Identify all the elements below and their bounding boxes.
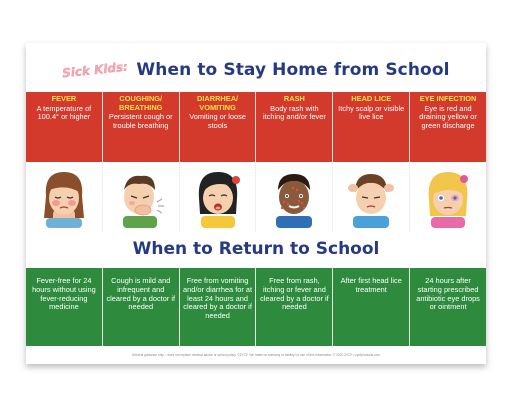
symptom-description: Vomiting or loose stools [189, 112, 246, 130]
illustration-row [26, 162, 486, 232]
symptom-fever [26, 92, 103, 162]
return-eye-infection [410, 268, 486, 346]
symptom-heading: HEAD LICE [351, 94, 392, 103]
symptom-coughing [103, 92, 180, 162]
symptom-heading: RASH [283, 94, 305, 103]
symptom-head-lice [333, 92, 410, 162]
return-description: Free from rash, itching or fever and cleared by a doctor if needed [260, 276, 329, 312]
footer-disclaimer: General guidance only – does not replace medical advice or school policy. ©ZYCF. We make no warranty or liability for use of this information. © 2020 ZYCF • zycfproducts.com [131, 353, 381, 357]
return-coughing [103, 268, 180, 346]
poster [26, 43, 486, 364]
return-description: 24 hours after starting prescribed antibiotic eye drops or ointment [416, 276, 480, 312]
child-coughing-icon [103, 162, 180, 232]
title-main: When to Stay Home from School [136, 60, 450, 80]
child-fever-icon [26, 162, 103, 232]
child-vomiting-icon [180, 162, 257, 232]
return-row [26, 268, 486, 346]
symptom-heading: EYE INFECTION [419, 94, 477, 103]
return-description: Fever-free for 24 hours without using fever-reducing medicine [32, 276, 96, 312]
return-title: When to Return to School [132, 239, 380, 259]
symptom-description: A temperature of 100.4° or higher [36, 103, 92, 122]
return-description: After first head lice treatment [340, 276, 402, 294]
child-eye-infection-icon [410, 162, 486, 232]
symptom-eye-infection [410, 92, 486, 162]
symptom-heading: COUGHING/ BREATHING [119, 94, 163, 112]
symptom-description: Persistent cough or trouble breathing [108, 112, 173, 130]
return-description: Cough is mild and infrequent and cleared by a doctor if needed [106, 276, 176, 312]
stay-home-row [26, 92, 486, 162]
symptom-heading: FEVER [51, 94, 77, 103]
return-diarrhea [180, 268, 257, 346]
poster-title [26, 55, 486, 85]
symptom-description: Eye is red and draining yellow or green discharge [419, 103, 477, 130]
child-head-lice-icon [333, 162, 410, 232]
symptom-heading: DIARRHEA/ VOMITING [197, 94, 239, 112]
child-rash-icon [256, 162, 333, 232]
return-fever [26, 268, 103, 346]
symptom-rash [256, 92, 333, 162]
symptom-description: Body rash with itching and/or fever [262, 103, 326, 122]
return-description: Free from vomiting and/or diarrhea for at least 24 hours and cleared by a doctor if needed [183, 276, 253, 321]
symptom-description: Itchy scalp or visible live lice [338, 103, 405, 122]
symptom-diarrhea [180, 92, 257, 162]
return-rash [256, 268, 333, 346]
title-prefix: Sick Kids: [61, 59, 129, 81]
return-head-lice [333, 268, 410, 346]
